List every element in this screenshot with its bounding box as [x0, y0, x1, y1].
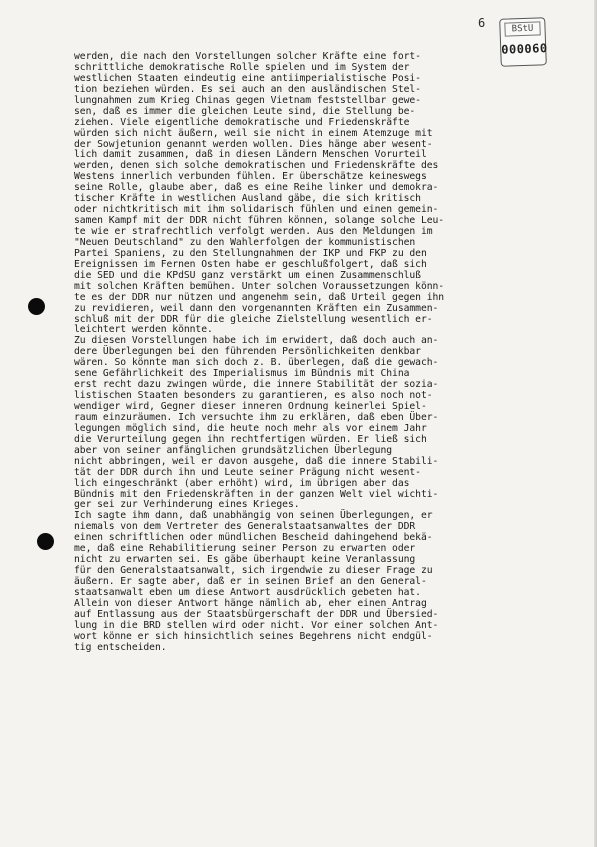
- text-line: nicht abbringen, weil er davon ausgehe, daß die innere Stabili-: [74, 455, 439, 467]
- text-line: Westens innerlich verbunden fühlen. Er überschätze keineswegs: [74, 171, 427, 183]
- archive-stamp-label: BStU: [504, 21, 540, 36]
- text-line: niemals von dem Vertreter des Generalstaatsanwaltes der DDR: [74, 521, 416, 533]
- punch-hole-upper: [28, 298, 45, 315]
- text-line: mit solchen Kräften bemühen. Unter solchen Voraussetzungen könn-: [74, 280, 445, 292]
- text-line: leichtert werden könnte.: [74, 324, 213, 336]
- text-line: zu revidieren, weil dann den vorgenannten Kräften ein Zusammen-: [74, 302, 439, 314]
- archive-stamp-number: 000060: [501, 41, 548, 57]
- text-line: me, daß eine Rehabilitierung seiner Person zu erwarten oder: [74, 543, 416, 555]
- text-line: te wie er strafrechtlich verfolgt werden. Aus den Meldungen im: [74, 226, 433, 237]
- text-line: der Sowjetunion genannt werden wollen. Dies hänge aber wesent-: [74, 138, 433, 150]
- text-line: schluß mit der DDR für die gleiche Zielstellung wesentlich er-: [74, 313, 433, 325]
- punch-hole-lower: [37, 533, 54, 550]
- text-line: tig entscheiden.: [74, 641, 167, 653]
- text-line: für den Generalstaatsanwalt, sich irgendwie zu dieser Frage zu: [74, 565, 433, 577]
- text-line: wären. So könnte man sich doch z. B. überlegen, daß die gewach-: [74, 357, 439, 369]
- text-line: oder nichtkritisch mit ihm solidarisch fühlen und einen gemein-: [74, 204, 439, 216]
- text-line: Partei Spaniens, zu den Stellungnahmen der IKP und FKP zu den: [74, 247, 427, 259]
- typewritten-body-text: [74, 52, 574, 654]
- text-line: legungen möglich sind, die heute noch mehr als vor einem Jahr: [74, 422, 427, 434]
- text-line: tion beziehen würden. Es sei auch an den ausländischen Stel-: [74, 83, 421, 95]
- text-line: wendiger wird, Gegner dieser inneren Ordnung keinerlei Spiel-: [74, 401, 427, 412]
- text-line: "Neuen Deutschland" zu den Wahlerfolgen der kommunistischen: [74, 236, 416, 248]
- text-line: samen Kampf mit der DDR nicht führen können, solange solche Leu-: [74, 215, 445, 227]
- text-line: sen, daß es immer die gleichen Leute sind, die Stellung be-: [74, 105, 416, 117]
- text-line: Ich sagte ihm dann, daß unabhängig von seinen Überlegungen, er: [74, 510, 433, 522]
- text-line: Bündnis mit den Friedenskräften in der ganzen Welt viel wichti-: [74, 488, 439, 500]
- text-line: schrittliche demokratische Rolle spielen und im System der: [74, 61, 410, 73]
- text-line: sene Gefährlichkeit des Imperialismus im Bündnis mit China: [74, 368, 410, 380]
- text-line: nicht zu erwarten sei. Es gäbe überhaupt keine Veranlassung: [74, 554, 416, 566]
- text-line: lung in die BRD stellen wird oder nicht. Vor einer solchen Ant-: [74, 619, 439, 631]
- text-line: werden, die nach den Vorstellungen solcher Kräfte eine fort-: [74, 51, 421, 62]
- text-line: listischen Staaten besonders zu garantieren, es also noch not-: [74, 390, 433, 402]
- text-line: wort könne er sich hinsichtlich seines Begehrens nicht endgül-: [74, 630, 433, 642]
- text-line: aber von seiner anfänglichen grundsätzlichen Überlegung: [74, 444, 393, 456]
- text-line: dere Überlegungen bei den führenden Persönlichkeiten denkbar: [74, 346, 421, 358]
- text-line: einen schriftlichen oder mündlichen Bescheid dahingehend bekä-: [74, 532, 433, 544]
- text-line: Allein von dieser Antwort hänge nämlich ab, eher einen Antrag: [74, 597, 427, 609]
- text-line: staatsanwalt eben um diese Antwort ausdrücklich gebeten hat.: [74, 586, 421, 598]
- text-line: tischer Kräfte in westlichen Ausland gäbe, die sich kritisch: [74, 193, 421, 205]
- text-line: die SED und die KPdSU ganz verstärkt um einen Zusammenschluß: [74, 269, 421, 281]
- text-line: auf Entlassung aus der Staatsbürgerschaft der DDR und Übersied-: [74, 608, 439, 620]
- text-line: raum einzuräumen. Ich versuchte ihm zu erklären, daß eben Über-: [74, 411, 439, 423]
- text-line: te es der DDR nur nützen und angenehm sein, daß Urteil gegen ihn: [74, 291, 445, 303]
- text-line: werden, denen sich solche demokratischen und Friedenskräfte des: [74, 160, 439, 172]
- page-number: 6: [478, 16, 486, 30]
- text-line: erst recht dazu zwingen würde, die innere Stabilität der sozia-: [74, 379, 439, 391]
- text-line: lich damit zusammen, daß in diesen Ländern Menschen Vorurteil: [74, 149, 427, 161]
- text-line: würden sich nicht äußern, weil sie nicht in einem Atemzuge mit: [74, 127, 433, 139]
- text-line: lungnahmen zum Krieg Chinas gegen Vietnam feststellbar gewe-: [74, 94, 421, 106]
- text-line: ziehen. Viele eigentliche demokratische und Friedenskräfte: [74, 116, 410, 128]
- text-line: ger sei zur Verhinderung eines Krieges.: [74, 499, 300, 511]
- text-line: Zu diesen Vorstellungen habe ich im erwidert, daß doch auch an-: [74, 335, 439, 347]
- text-line: tät der DDR durch ihn und Leute seiner Prägung nicht wesent-: [74, 466, 421, 478]
- text-line: äußern. Er sagte aber, daß er in seinen Brief an den General-: [74, 576, 427, 587]
- text-line: lich eingeschränkt (aber erhöht) wird, im übrigen aber das: [74, 477, 410, 489]
- text-line: westlichen Staaten eindeutig eine antiimperialistische Posi-: [74, 72, 421, 84]
- text-line: seine Rolle, glaube aber, daß es eine Reihe linker und demokra-: [74, 182, 439, 194]
- text-line: Ereignissen im Fernen Osten habe er geschlußfolgert, daß sich: [74, 258, 427, 270]
- text-line: die Verurteilung gegen ihn rechtfertigen würden. Er ließ sich: [74, 433, 427, 445]
